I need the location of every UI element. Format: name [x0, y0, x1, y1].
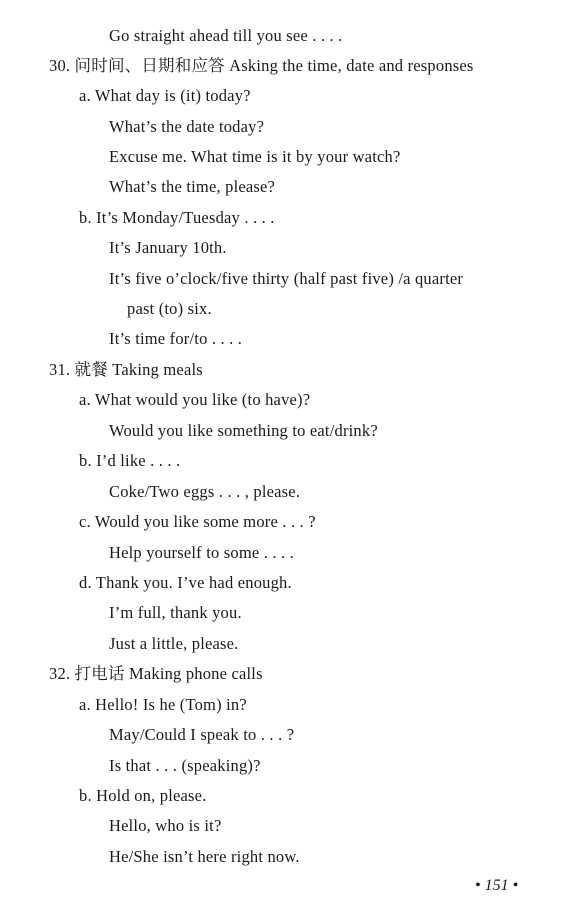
text-line: b. It’s Monday/Tuesday . . . . [79, 208, 275, 227]
text-line: a. Hello! Is he (Tom) in? [79, 695, 247, 714]
text-line: Excuse me. What time is it by your watch? [109, 147, 401, 166]
text-line: past (to) six. [127, 299, 212, 318]
text-line: b. I’d like . . . . [79, 451, 181, 470]
section-heading: 32. 打电话 Making phone calls [49, 664, 263, 683]
text-line: d. Thank you. I’ve had enough. [79, 573, 292, 592]
text-line: b. Hold on, please. [79, 786, 207, 805]
text-line: Go straight ahead till you see . . . . [109, 26, 343, 45]
text-line: Coke/Two eggs . . . , please. [109, 482, 301, 501]
text-line: What’s the time, please? [109, 177, 276, 196]
text-line: It’s time for/to . . . . [109, 329, 243, 348]
text-line: c. Would you like some more . . . ? [79, 512, 316, 531]
text-line: Would you like something to eat/drink? [109, 421, 378, 440]
text-line: Just a little, please. [109, 634, 239, 653]
text-line: a. What would you like (to have)? [79, 390, 311, 409]
text-line: Is that . . . (speaking)? [109, 756, 261, 775]
text-line: Help yourself to some . . . . [109, 543, 294, 562]
text-line: Hello, who is it? [109, 816, 222, 835]
text-line: It’s January 10th. [109, 238, 227, 257]
text-line: What’s the date today? [109, 117, 265, 136]
text-line: a. What day is (it) today? [79, 86, 251, 105]
section-heading: 31. 就餐 Taking meals [49, 360, 203, 379]
text-line: He/She isn’t here right now. [109, 847, 300, 866]
text-line: I’m full, thank you. [109, 603, 242, 622]
page-number: • 151 • [475, 877, 519, 894]
text-line: May/Could I speak to . . . ? [109, 725, 295, 744]
section-heading: 30. 问时间、日期和应答 Asking the time, date and responses [49, 56, 474, 75]
text-line: It’s five o’clock/five thirty (half past five) /a quarter [109, 269, 464, 288]
